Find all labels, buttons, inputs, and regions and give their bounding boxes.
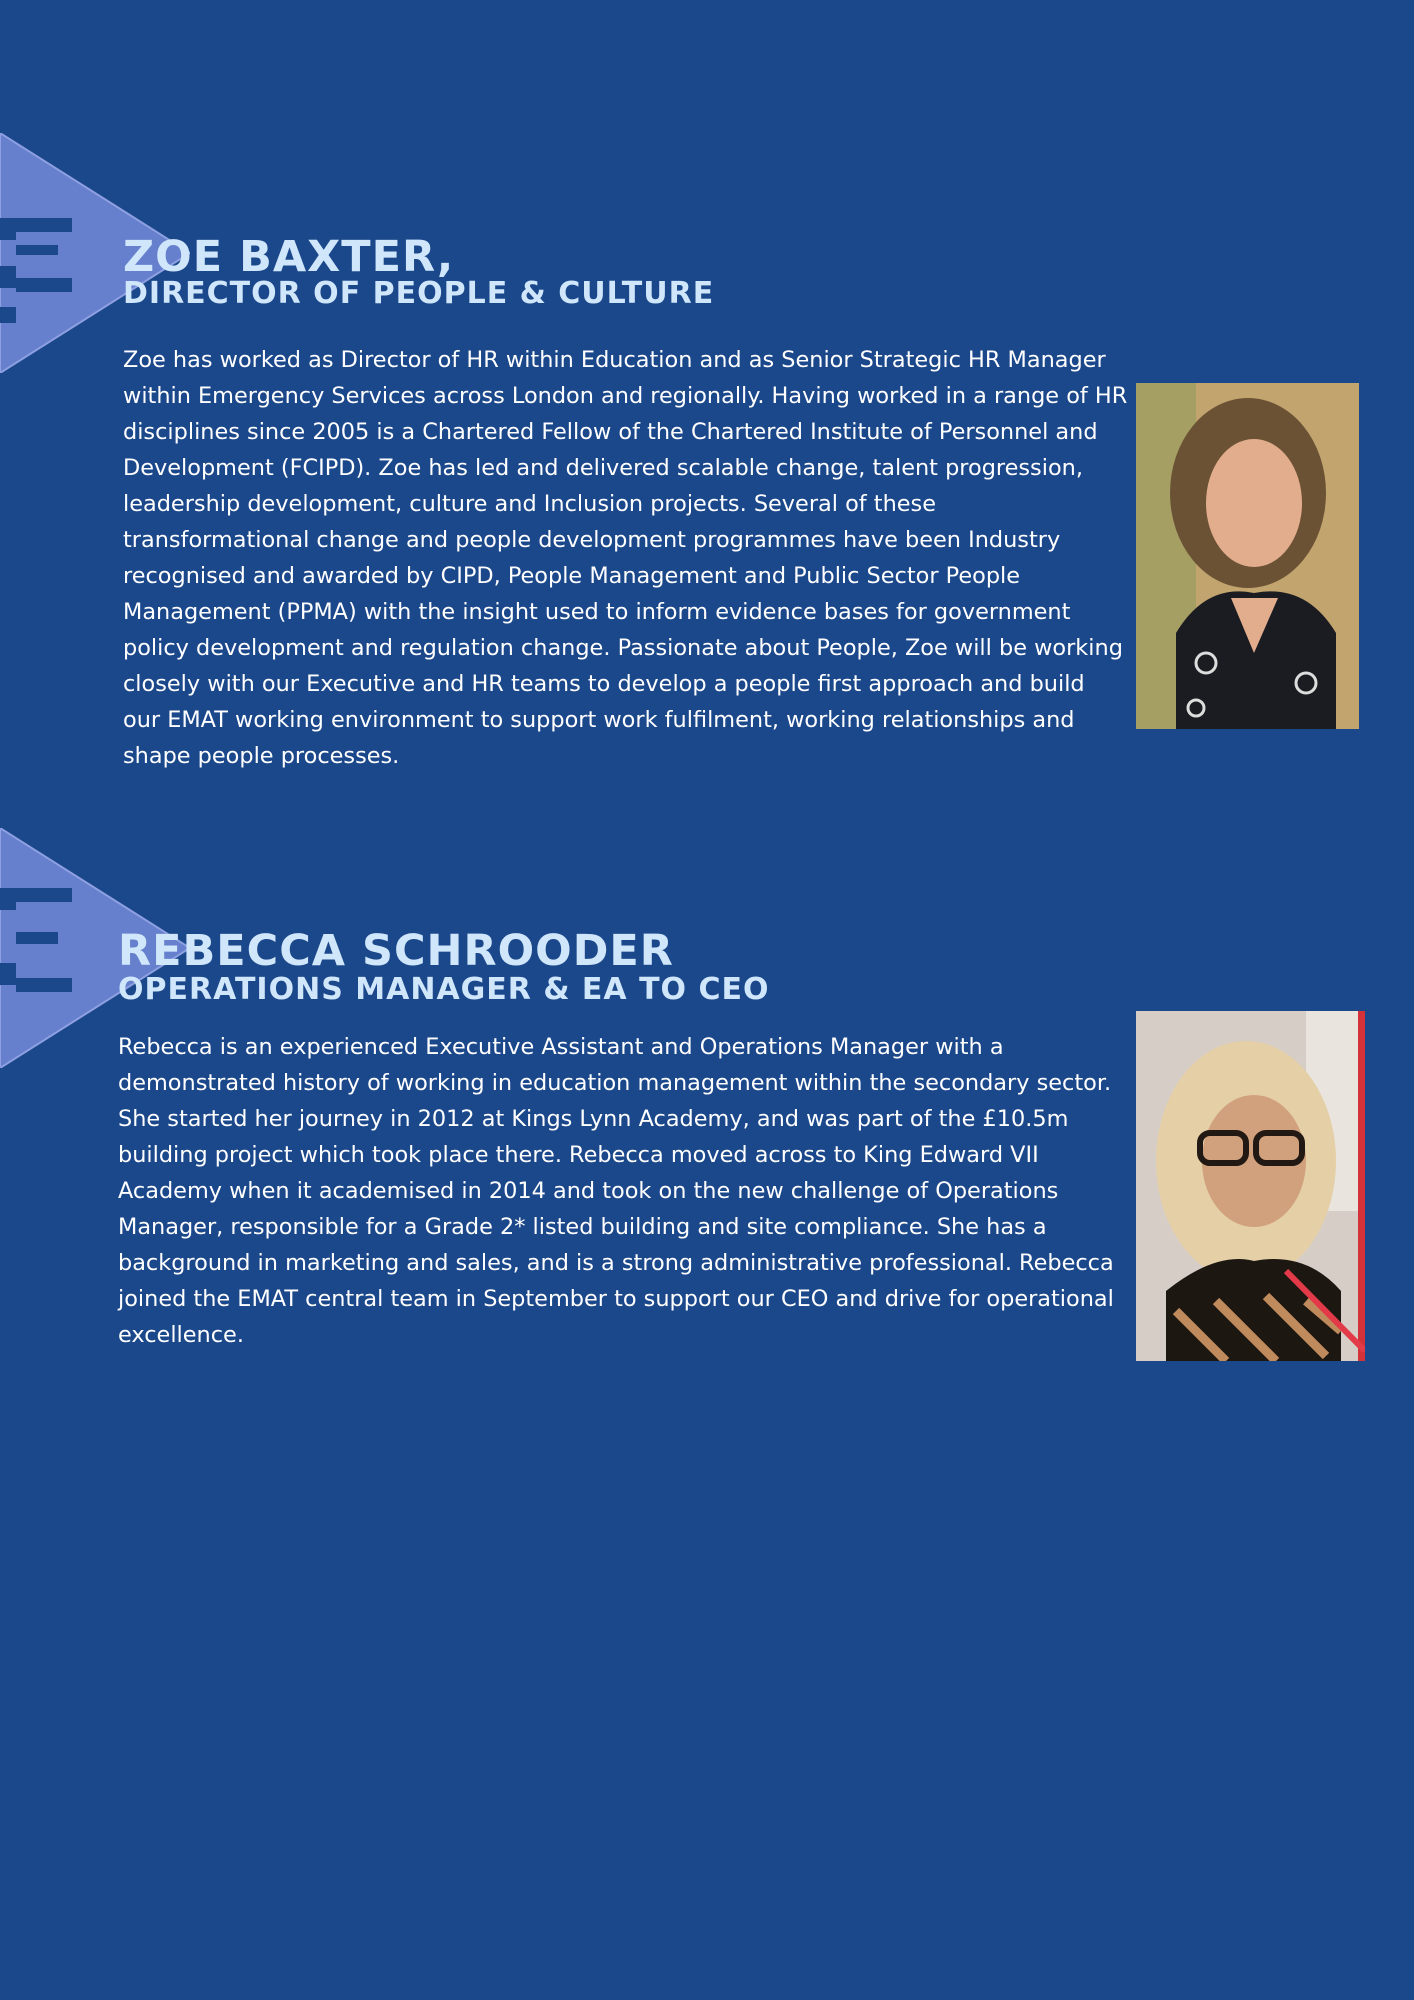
profile-photo — [1136, 383, 1359, 729]
profile-photo — [1136, 1011, 1365, 1361]
profile-bio: Rebecca is an experienced Executive Assistant and Operations Manager with a demonstrated history of working in education management within the secondary sector. She started her journey in 2012 at Kings Lynn Academy, and was part of the £10.5m building project which took place there. Rebecca moved across to King Edward VII Academy when it academised in 2014 and took on the new challenge of Operations Manager, responsible for a Grade 2* listed building and site compliance. She has a background in marketing and sales, and is a strong administrative professional. Rebecca joined the EMAT central team in September to support our CEO and drive for operational excellence. — [118, 1034, 1114, 1348]
profile-role: OPERATIONS MANAGER & EA TO CEO — [118, 972, 770, 1007]
profile-name: ZOE BAXTER, — [123, 232, 455, 282]
profile-name: REBECCA SCHROODER — [118, 926, 674, 976]
profile-role: DIRECTOR OF PEOPLE & CULTURE — [123, 276, 715, 311]
profile-bio: Zoe has worked as Director of HR within Education and as Senior Strategic HR Manager within Emergency Services across London and regionally. Having worked in a range of HR disciplines since 2005 is a Chartered Fellow of the Chartered Institute of Personnel and Development (FCIPD). Zoe has led and delivered scalable change, talent progression, leadership development, culture and Inclusion projects. Several of these transformational change and people development programmes have been Industry recognised and awarded by CIPD, People Management and Public Sector People Management (PPMA) with the insight used to inform evidence bases for government policy development and regulation change. Passionate about People, Zoe will be working closely with our Executive and HR teams to develop a people first approach and build our EMAT working environment to support work fulfilment, working relationships and shape people processes. — [123, 347, 1128, 769]
